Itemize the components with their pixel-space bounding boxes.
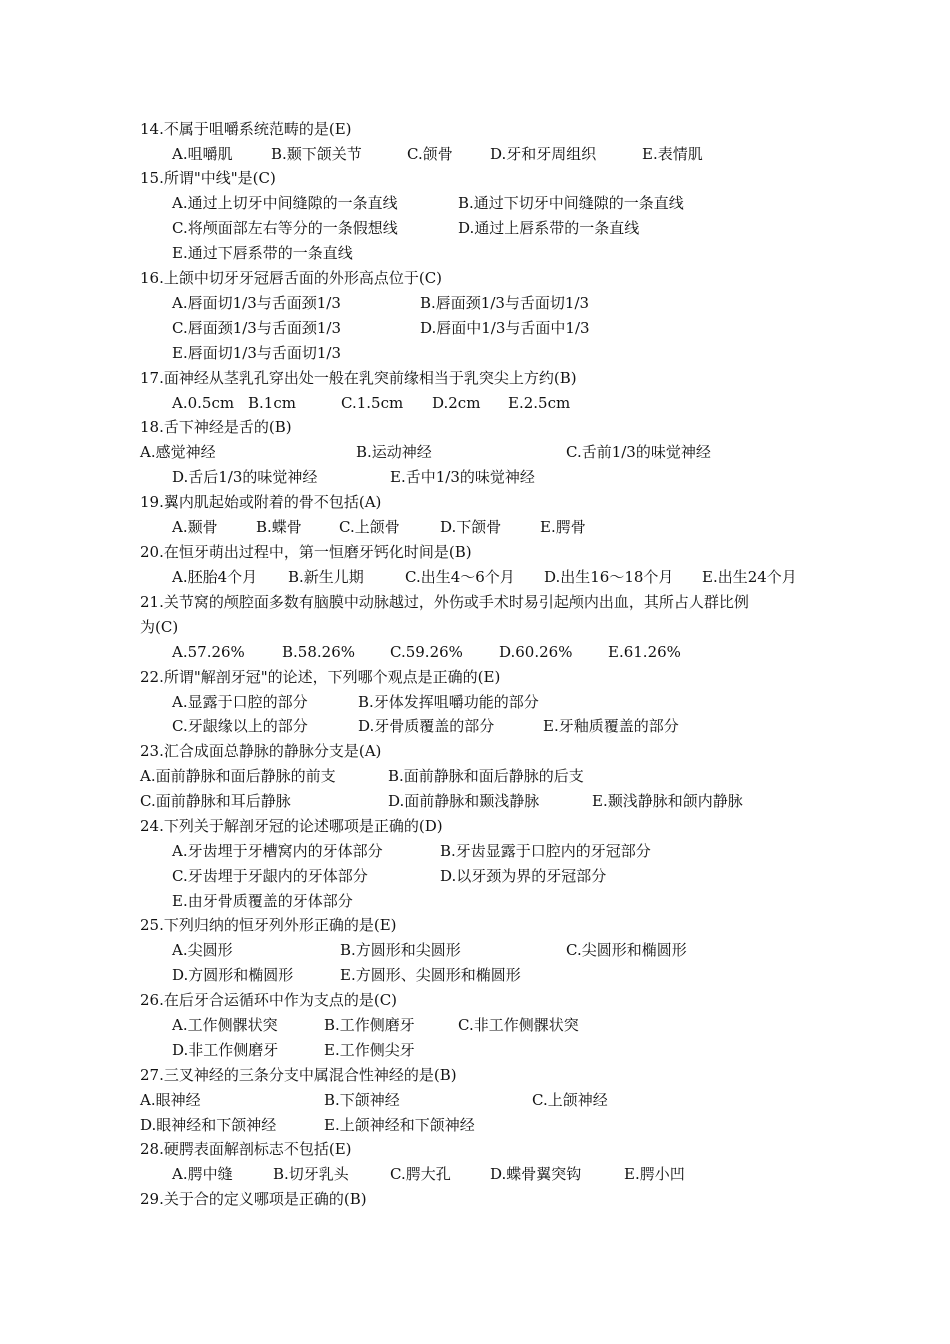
option: C.腭大孔 [390, 1165, 451, 1183]
option: C.舌前1/3的味觉神经 [566, 443, 711, 461]
option: A.唇面切1/3与舌面颈1/3 [172, 294, 341, 312]
question-19-stem: 19.翼内肌起始或附着的骨不包括(A) [140, 493, 382, 511]
option: B.运动神经 [356, 443, 432, 461]
option: C.尖圆形和椭圆形 [566, 941, 687, 959]
option: E.由牙骨质覆盖的牙体部分 [172, 892, 353, 910]
option: E.上颌神经和下颌神经 [324, 1116, 475, 1134]
question-24-stem: 24.下列关于解剖牙冠的论述哪项是正确的(D) [140, 817, 443, 835]
question-29-stem: 29.关于合的定义哪项是正确的(B) [140, 1190, 367, 1208]
question-21-stem: 21.关节窝的颅腔面多数有脑膜中动脉越过，外伤或手术时易引起颅内出血，其所占人群比例 [140, 593, 749, 611]
option: D.方圆形和椭圆形 [172, 966, 294, 984]
option: D.面前静脉和颞浅静脉 [388, 792, 540, 810]
option: D.下颌骨 [440, 518, 502, 536]
option: D.非工作侧磨牙 [172, 1041, 279, 1059]
question-28-stem: 28.硬腭表面解剖标志不包括(E) [140, 1140, 352, 1158]
option: B.工作侧磨牙 [324, 1016, 415, 1034]
option: E.表情肌 [642, 145, 703, 163]
option: A.咀嚼肌 [172, 145, 233, 163]
option: B.58.26% [282, 643, 355, 661]
option: E.2.5cm [508, 394, 571, 412]
question-18-stem: 18.舌下神经是舌的(B) [140, 418, 292, 436]
option: D.通过上唇系带的一条直线 [458, 219, 640, 237]
option: C.唇面颈1/3与舌面颈1/3 [172, 319, 341, 337]
option: B.方圆形和尖圆形 [340, 941, 461, 959]
option: C.牙齿埋于牙龈内的牙体部分 [172, 867, 368, 885]
option: A.胚胎4个月 [172, 568, 258, 586]
question-14-stem: 14.不属于咀嚼系统范畴的是(E) [140, 120, 352, 138]
option: C.非工作侧髁状突 [458, 1016, 579, 1034]
option: B.切牙乳头 [273, 1165, 349, 1183]
option: C.将颅面部左右等分的一条假想线 [172, 219, 398, 237]
question-23-stem: 23.汇合成面总静脉的静脉分支是(A) [140, 742, 382, 760]
question-20-stem: 20.在恒牙萌出过程中，第一恒磨牙钙化时间是(B) [140, 543, 472, 561]
option: B.新生儿期 [288, 568, 364, 586]
option: E.牙釉质覆盖的部分 [543, 717, 679, 735]
question-15-stem: 15.所谓"中线"是(C) [140, 169, 276, 187]
option: E.腭骨 [540, 518, 586, 536]
option: A.面前静脉和面后静脉的前支 [140, 767, 336, 785]
question-16-stem: 16.上颌中切牙牙冠唇舌面的外形高点位于(C) [140, 269, 443, 287]
option: E.工作侧尖牙 [324, 1041, 415, 1059]
option: E.颞浅静脉和颌内静脉 [592, 792, 743, 810]
option: D.2cm [432, 394, 481, 412]
option: C.上颌骨 [339, 518, 400, 536]
option: D.牙和牙周组织 [490, 145, 597, 163]
option: C.上颌神经 [532, 1091, 608, 1109]
option: D.出生16～18个月 [544, 568, 674, 586]
question-25-stem: 25.下列归纳的恒牙列外形正确的是(E) [140, 916, 397, 934]
option: E.出生24个月 [702, 568, 797, 586]
option: A.通过上切牙中间缝隙的一条直线 [172, 194, 398, 212]
option: E.舌中1/3的味觉神经 [390, 468, 535, 486]
option: D.眼神经和下颌神经 [140, 1116, 277, 1134]
option: A.感觉神经 [140, 443, 216, 461]
option: C.1.5cm [341, 394, 404, 412]
option: A.腭中缝 [172, 1165, 233, 1183]
option: A.眼神经 [140, 1091, 201, 1109]
option: D.60.26% [499, 643, 573, 661]
option: E.方圆形、尖圆形和椭圆形 [340, 966, 521, 984]
question-22-stem: 22.所谓"解剖牙冠"的论述，下列哪个观点是正确的(E) [140, 668, 501, 686]
option: B.牙体发挥咀嚼功能的部分 [358, 693, 539, 711]
option: B.1cm [248, 394, 296, 412]
option: C.牙龈缘以上的部分 [172, 717, 308, 735]
option: D.舌后1/3的味觉神经 [172, 468, 318, 486]
question-26-stem: 26.在后牙合运循环中作为支点的是(C) [140, 991, 398, 1009]
option: D.牙骨质覆盖的部分 [358, 717, 495, 735]
question-17-stem: 17.面神经从茎乳孔穿出处一般在乳突前缘相当于乳突尖上方约(B) [140, 369, 577, 387]
option: A.牙齿埋于牙槽窝内的牙体部分 [172, 842, 383, 860]
question-21-stem-continued: 为(C) [140, 618, 179, 636]
option: B.唇面颈1/3与舌面切1/3 [420, 294, 590, 312]
option: A.0.5cm [172, 394, 235, 412]
option: E.腭小凹 [624, 1165, 685, 1183]
option: E.通过下唇系带的一条直线 [172, 244, 353, 262]
option: A.57.26% [172, 643, 245, 661]
option: B.通过下切牙中间缝隙的一条直线 [458, 194, 684, 212]
option: B.牙齿显露于口腔内的牙冠部分 [440, 842, 651, 860]
option: D.蝶骨翼突钩 [490, 1165, 582, 1183]
option: B.颞下颌关节 [271, 145, 362, 163]
option: A.工作侧髁状突 [172, 1016, 278, 1034]
option: C.面前静脉和耳后静脉 [140, 792, 291, 810]
option: E.唇面切1/3与舌面切1/3 [172, 344, 341, 362]
option: C.颌骨 [407, 145, 453, 163]
question-27-stem: 27.三叉神经的三条分支中属混合性神经的是(B) [140, 1066, 457, 1084]
option: A.颞骨 [172, 518, 218, 536]
option: A.尖圆形 [172, 941, 233, 959]
option: D.唇面中1/3与舌面中1/3 [420, 319, 590, 337]
option: B.蝶骨 [256, 518, 302, 536]
option: B.面前静脉和面后静脉的后支 [388, 767, 584, 785]
option: C.59.26% [390, 643, 463, 661]
option: D.以牙颈为界的牙冠部分 [440, 867, 607, 885]
option: A.显露于口腔的部分 [172, 693, 308, 711]
option: B.下颌神经 [324, 1091, 400, 1109]
option: C.出生4～6个月 [405, 568, 515, 586]
option: E.61.26% [608, 643, 681, 661]
